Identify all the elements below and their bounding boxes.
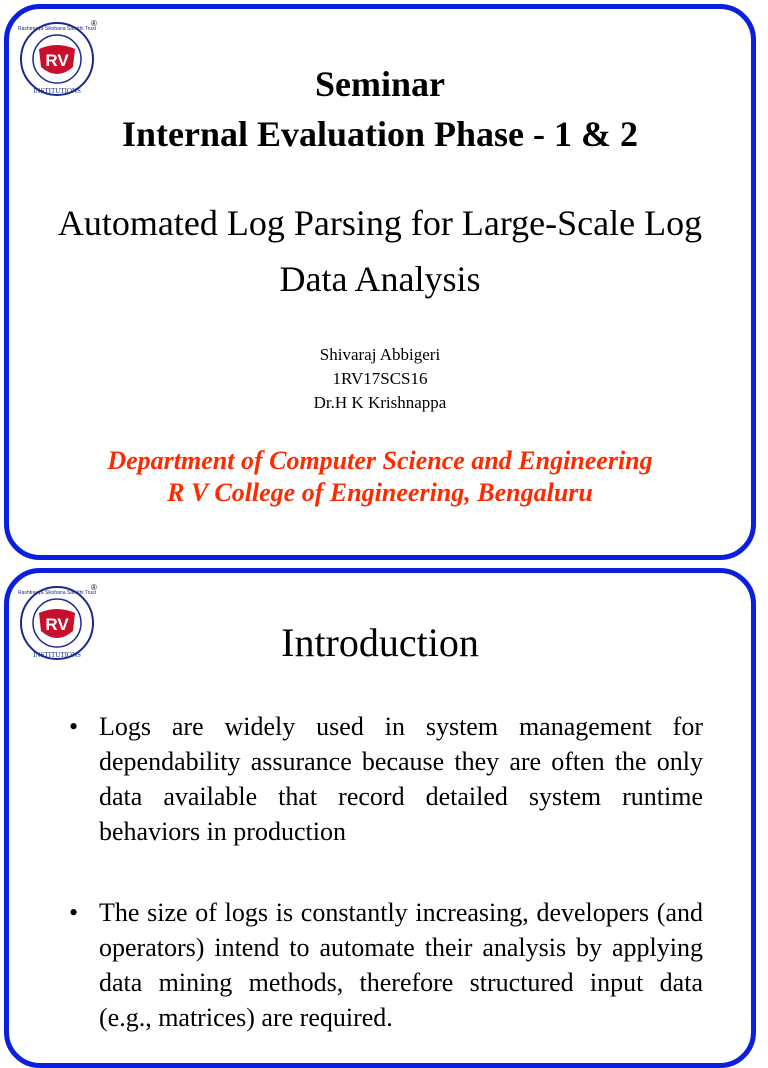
bullet-list bbox=[69, 709, 703, 1068]
logo-ring-top: Rashtreeya Sikshana Samithi Trust bbox=[17, 590, 97, 596]
bullet-icon: • bbox=[69, 712, 79, 741]
slide-title: Introduction bbox=[281, 620, 479, 665]
author-block bbox=[9, 343, 751, 415]
logo-initials: RV bbox=[45, 51, 69, 70]
student-usn: 1RV17SCS16 bbox=[332, 369, 428, 388]
institution-block bbox=[9, 445, 751, 509]
bullet-text: The size of logs is constantly increasing, developers (and operators) intend to automate their analysis by applying data mining methods, therefore structured input data (e.g., matrices) are required. bbox=[99, 898, 703, 1032]
guide-name: Dr.H K Krishnappa bbox=[313, 393, 447, 412]
bullet-text: Logs are widely used in system management for dependability assurance because they are often the only data available that record detailed system runtime behaviors in production bbox=[99, 712, 703, 846]
bullet-icon: • bbox=[69, 898, 79, 927]
logo-ring-bottom: INSTITUTIONS bbox=[33, 87, 81, 95]
list-item bbox=[69, 709, 703, 849]
slide-title-line2: Internal Evaluation Phase - 1 & 2 bbox=[121, 114, 639, 154]
registered-mark: ® bbox=[91, 19, 97, 28]
department-name: Department of Computer Science and Engineering bbox=[107, 446, 653, 475]
logo-ring-top: Rashtreeya Sikshana Samithi Trust bbox=[17, 26, 97, 32]
slide-title-line1: Seminar bbox=[315, 64, 445, 104]
introduction-slide bbox=[4, 568, 756, 1068]
logo-initials: RV bbox=[45, 615, 69, 634]
title-slide bbox=[4, 4, 756, 560]
seminar-topic: Automated Log Parsing for Large-Scale Log Data Analysis bbox=[57, 203, 703, 299]
registered-mark: ® bbox=[91, 583, 97, 592]
college-name: R V College of Engineering, Bengaluru bbox=[167, 478, 593, 507]
student-name: Shivaraj Abbigeri bbox=[319, 345, 441, 364]
list-item bbox=[69, 895, 703, 1035]
logo-ring-bottom: INSTITUTIONS bbox=[33, 651, 81, 659]
